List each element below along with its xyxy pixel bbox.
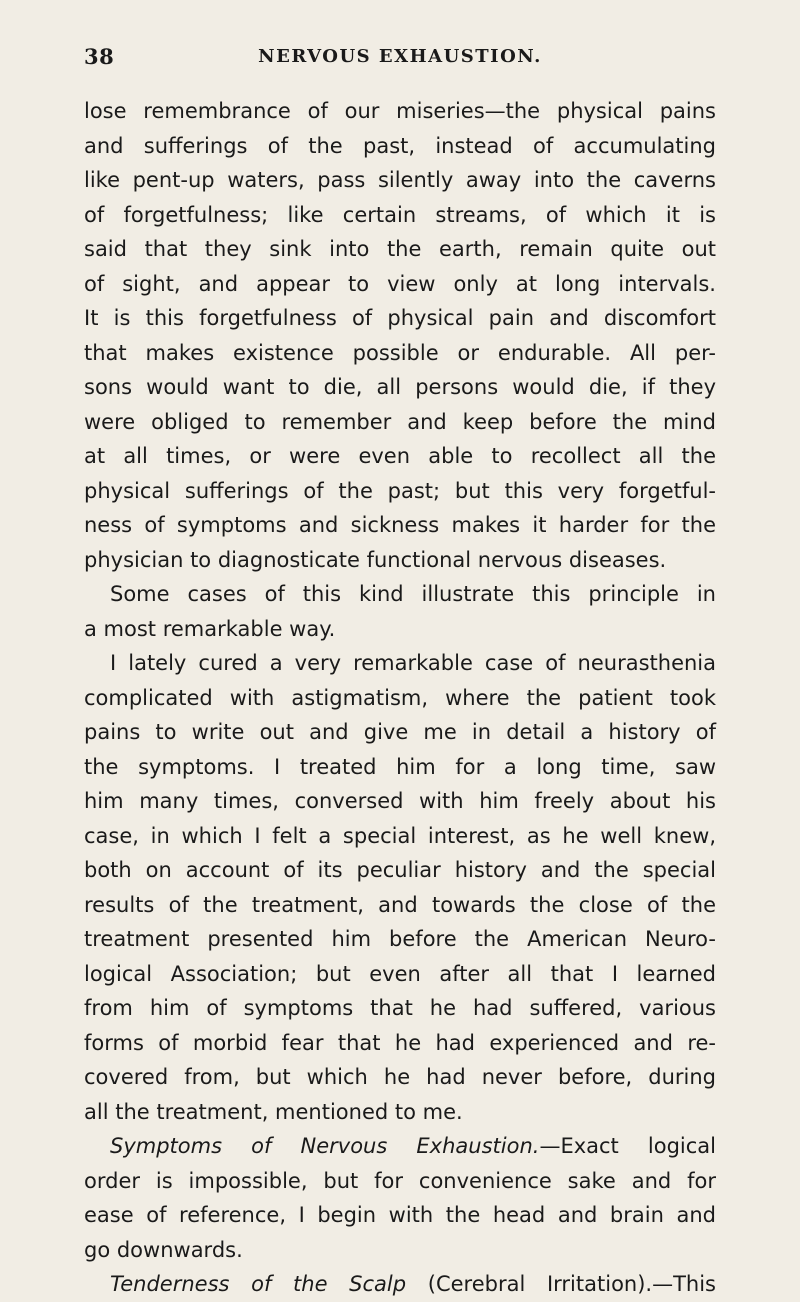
symptoms-heading-line	[84, 1129, 716, 1164]
paragraph-lines	[84, 94, 716, 1129]
symptoms-heading: Symptoms of Nervous Exhaustion.	[110, 1134, 540, 1158]
text-line: both on account of its peculiar history and the special	[84, 858, 716, 882]
page-header	[84, 44, 716, 74]
text-line: and sufferings of the past, instead of accumulating	[84, 133, 716, 158]
text-line: him many times, conversed with him freely about his	[84, 789, 716, 813]
symptoms-line-2: order is impossible, but for convenience sake and for	[84, 1168, 716, 1193]
text-line: were obliged to remember and keep before the mind	[84, 409, 716, 434]
text-line: that makes existence possible or endurable. All per-	[84, 340, 716, 365]
symptoms-line-4: go downwards.	[84, 1237, 243, 1262]
tenderness-heading-line	[84, 1267, 716, 1302]
tenderness-heading: Tenderness of the Scalp	[110, 1272, 407, 1296]
symptoms-line-3: ease of reference, I begin with the head and brain and	[84, 1203, 716, 1227]
symptoms-line-1: —Exact logical	[539, 1134, 716, 1158]
text-line: physical sufferings of the past; but this very forgetful-	[84, 478, 716, 503]
text-line: a most remarkable way.	[84, 616, 336, 641]
text-line: results of the treatment, and towards the close of the	[84, 892, 716, 917]
text-line: from him of symptoms that he had suffered, various	[84, 996, 716, 1020]
text-line: all the treatment, mentioned to me.	[84, 1099, 463, 1124]
body-text	[84, 94, 716, 1302]
text-line: It is this forgetfulness of physical pain and discomfort	[84, 306, 716, 330]
text-line: said that they sink into the earth, remain quite out	[84, 237, 716, 261]
text-line: the symptoms. I treated him for a long time, saw	[84, 754, 716, 779]
text-line: sons would want to die, all persons would die, if they	[84, 375, 716, 399]
text-line: of sight, and appear to view only at long intervals.	[84, 271, 716, 296]
text-line: of forgetfulness; like certain streams, of which it is	[84, 202, 716, 227]
tenderness-line-rest: (Cerebral Irritation).—This	[406, 1272, 717, 1296]
text-line: forms of morbid fear that he had experienced and re-	[84, 1030, 716, 1055]
text-line: ness of symptoms and sickness makes it harder for the	[84, 513, 716, 537]
page-number: 38	[84, 44, 115, 69]
text-line: I lately cured a very remarkable case of neurasthenia	[110, 651, 716, 675]
text-line: physician to diagnosticate functional nervous diseases.	[84, 547, 667, 572]
text-line: logical Association; but even after all that I learned	[84, 961, 716, 986]
text-line: Some cases of this kind illustrate this principle in	[110, 582, 716, 606]
text-line: complicated with astigmatism, where the patient took	[84, 685, 716, 710]
text-line: lose remembrance of our miseries—the physical pains	[84, 99, 716, 123]
text-line: at all times, or were even able to recollect all the	[84, 444, 716, 468]
text-line: pains to write out and give me in detail a history of	[84, 720, 716, 744]
text-line: covered from, but which he had never before, during	[84, 1065, 716, 1089]
running-title: NERVOUS EXHAUSTION.	[258, 46, 542, 67]
text-line: treatment presented him before the American Neuro-	[84, 927, 716, 951]
text-line: like pent-up waters, pass silently away into the caverns	[84, 168, 716, 192]
text-line: case, in which I felt a special interest, as he well knew,	[84, 823, 716, 848]
